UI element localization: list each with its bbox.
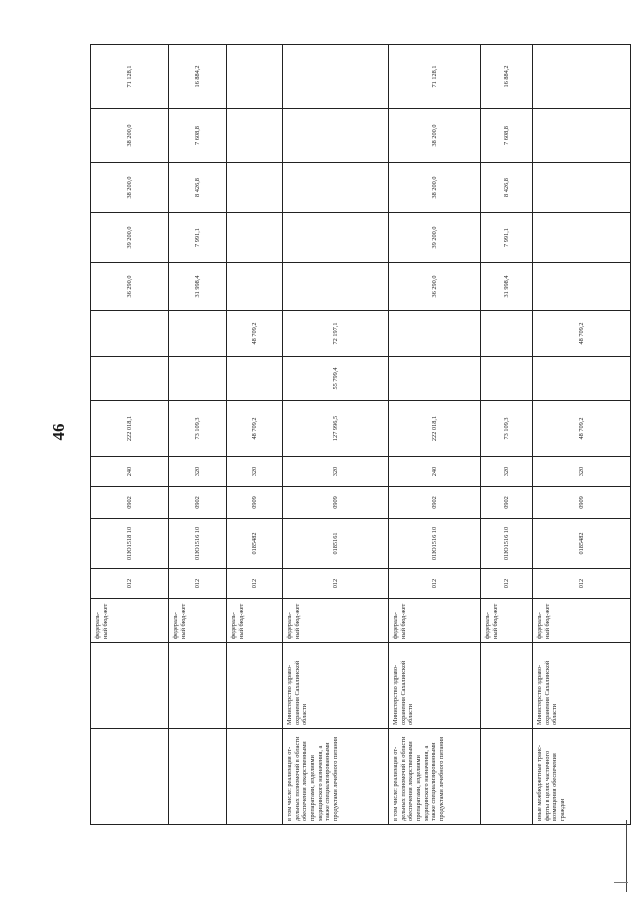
table-cell: 0902 xyxy=(389,487,481,519)
table-cell: федераль-ный бюд-жет xyxy=(227,599,283,643)
table-cell: 012 xyxy=(169,569,227,599)
table-cell xyxy=(481,357,533,401)
table-cell: 38 200,0 xyxy=(389,163,481,213)
table-cell: 7 991,1 xyxy=(169,213,227,263)
table-cell xyxy=(227,213,283,263)
table-cell: 38 200,0 xyxy=(389,109,481,163)
table-cell: в том числе: реализация от-дельных полномочий в области обеспечения лекарственными препаратами, изделиями медицинского назначения, а также специализированными продуктами лечебного питания xyxy=(283,729,389,825)
table-cell xyxy=(169,357,227,401)
table-cell: 48 709,2 xyxy=(533,311,631,357)
table-cell: Министерство здраво-охранения Сахалинской области xyxy=(283,643,389,729)
table-row xyxy=(283,45,389,825)
table-cell xyxy=(533,163,631,213)
table-cell: 73 109,3 xyxy=(169,401,227,457)
page-edge-mark xyxy=(614,882,628,883)
table-cell: 012 xyxy=(533,569,631,599)
table-cell: 7 991,1 xyxy=(481,213,533,263)
table-cell: 36 290,0 xyxy=(91,263,169,311)
table-cell: Министерство здраво-охранения Сахалинской области xyxy=(389,643,481,729)
table-cell: 01Ю1518 10 xyxy=(91,519,169,569)
table-cell: 0185161 xyxy=(283,519,389,569)
table-cell xyxy=(227,643,283,729)
table-cell: 0902 xyxy=(169,487,227,519)
table-row xyxy=(91,45,169,825)
table-cell xyxy=(283,163,389,213)
page-number: 46 xyxy=(49,423,68,441)
table-cell: федераль-ный бюд-жет xyxy=(283,599,389,643)
table-cell: 48 709,2 xyxy=(227,401,283,457)
table-row xyxy=(169,45,227,825)
table-cell: 320 xyxy=(481,457,533,487)
table-cell: 48 709,2 xyxy=(533,401,631,457)
table-cell: 240 xyxy=(389,457,481,487)
table-cell: 012 xyxy=(481,569,533,599)
table-cell: 71 128,1 xyxy=(91,45,169,109)
table-cell xyxy=(169,729,227,825)
table-cell xyxy=(227,263,283,311)
table-cell xyxy=(283,263,389,311)
table-cell: 8 426,8 xyxy=(169,163,227,213)
table-cell xyxy=(389,357,481,401)
table-cell: 7 608,8 xyxy=(169,109,227,163)
table-cell: 0902 xyxy=(481,487,533,519)
table-cell: 0902 xyxy=(91,487,169,519)
table-cell: 39 200,0 xyxy=(389,213,481,263)
table-cell: 38 200,0 xyxy=(91,163,169,213)
table-cell xyxy=(283,45,389,109)
table-cell: федераль-ный бюд-жет xyxy=(91,599,169,643)
table-cell: 71 128,1 xyxy=(389,45,481,109)
table-cell xyxy=(533,45,631,109)
table-cell: 222 018,1 xyxy=(91,401,169,457)
table-cell xyxy=(283,213,389,263)
table-cell xyxy=(481,729,533,825)
table-row xyxy=(533,45,631,825)
table-cell xyxy=(91,729,169,825)
table-cell: в том числе: реализация от-дельных полномочий в области обеспечения лекарственными препаратами, изделиями медицинского назначения, а также специализированными продуктами лечебного питания xyxy=(389,729,481,825)
table-cell: 01Ю1516 10 xyxy=(169,519,227,569)
table-cell: 31 998,4 xyxy=(481,263,533,311)
table-cell: 0185482 xyxy=(227,519,283,569)
table-body xyxy=(91,45,631,825)
budget-table xyxy=(90,44,631,825)
table-cell: 0909 xyxy=(227,487,283,519)
table-cell xyxy=(169,311,227,357)
table-cell: федераль-ный бюд-жет xyxy=(389,599,481,643)
table-cell xyxy=(533,213,631,263)
table-row xyxy=(389,45,481,825)
table-cell xyxy=(533,263,631,311)
table-cell: 73 109,3 xyxy=(481,401,533,457)
table-row xyxy=(481,45,533,825)
table-cell: 01Ю1516 10 xyxy=(389,519,481,569)
table-cell: 320 xyxy=(227,457,283,487)
table-cell: 31 998,4 xyxy=(169,263,227,311)
table-cell: 012 xyxy=(227,569,283,599)
table-cell: Министерство здраво-охранения Сахалинской области xyxy=(533,643,631,729)
table-cell: 012 xyxy=(91,569,169,599)
table-cell: 01Ю1516 10 xyxy=(481,519,533,569)
table-cell xyxy=(227,45,283,109)
table-cell xyxy=(227,163,283,213)
table-cell: 0185482 xyxy=(533,519,631,569)
table-cell xyxy=(481,643,533,729)
table-cell: 222 018,1 xyxy=(389,401,481,457)
table-cell: 127 996,5 xyxy=(283,401,389,457)
table-cell: 38 200,0 xyxy=(91,109,169,163)
rotated-table-wrapper xyxy=(90,45,630,825)
table-cell: 72 197,1 xyxy=(283,311,389,357)
table-cell: 36 290,0 xyxy=(389,263,481,311)
table-cell: 320 xyxy=(533,457,631,487)
table-cell: 012 xyxy=(283,569,389,599)
table-cell xyxy=(533,109,631,163)
table-cell: 320 xyxy=(283,457,389,487)
table-cell: 0909 xyxy=(533,487,631,519)
table-cell: 7 608,8 xyxy=(481,109,533,163)
table-cell: 8 426,8 xyxy=(481,163,533,213)
table-cell: 16 884,2 xyxy=(169,45,227,109)
table-cell xyxy=(91,357,169,401)
table-cell xyxy=(283,109,389,163)
table-cell xyxy=(227,109,283,163)
table-cell: федераль-ный бюд-жет xyxy=(169,599,227,643)
table-cell: федераль-ный бюд-жет xyxy=(481,599,533,643)
table-cell: федераль-ный бюд-жет xyxy=(533,599,631,643)
table-cell xyxy=(389,311,481,357)
table-cell: 0909 xyxy=(283,487,389,519)
table-cell xyxy=(91,643,169,729)
table-cell: иные межбюджетные транс-ферты в целях частичного возмещения обеспечения граждан xyxy=(533,729,631,825)
table-cell: 240 xyxy=(91,457,169,487)
table-cell: 48 709,2 xyxy=(227,311,283,357)
table-cell xyxy=(533,357,631,401)
table-cell xyxy=(91,311,169,357)
table-cell: 55 799,4 xyxy=(283,357,389,401)
table-cell: 320 xyxy=(169,457,227,487)
table-cell xyxy=(169,643,227,729)
table-cell xyxy=(227,357,283,401)
table-cell: 012 xyxy=(389,569,481,599)
table-cell: 16 884,2 xyxy=(481,45,533,109)
table-cell xyxy=(481,311,533,357)
table-cell: 39 200,0 xyxy=(91,213,169,263)
table-row xyxy=(227,45,283,825)
table-cell xyxy=(227,729,283,825)
